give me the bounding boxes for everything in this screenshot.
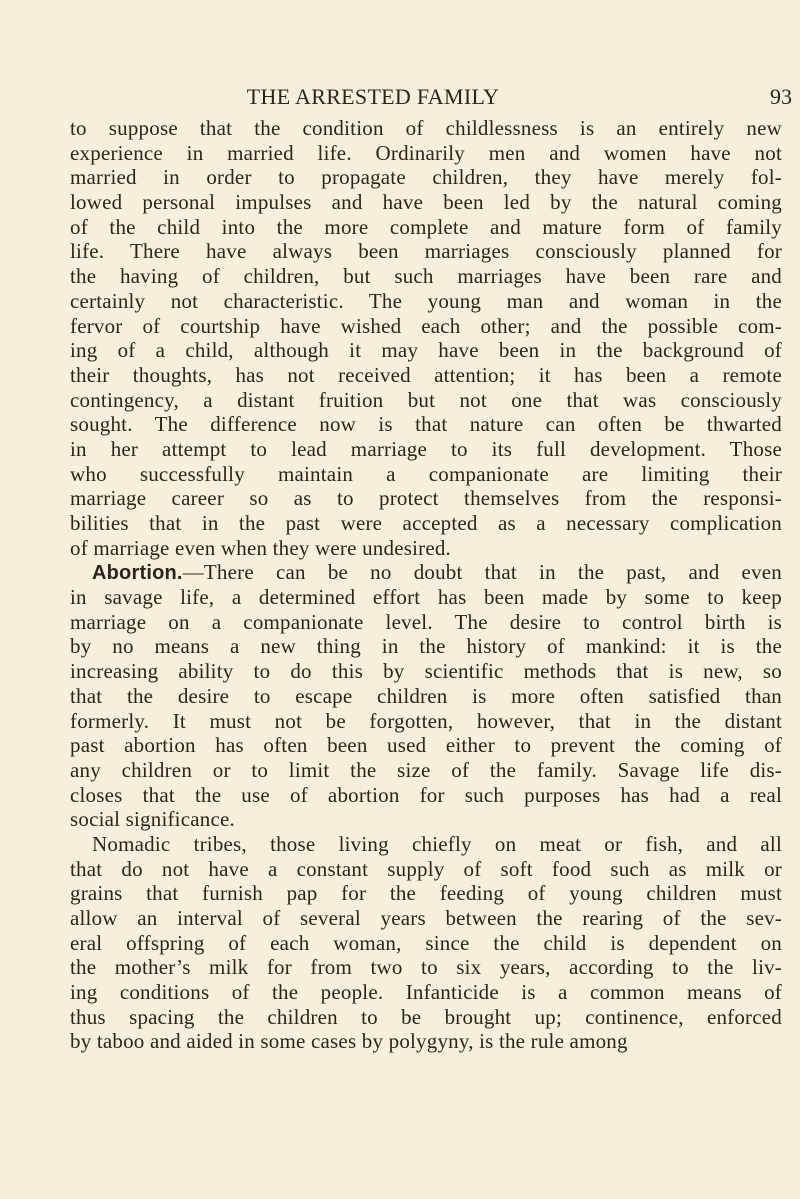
text-line: bilities that in the past were accepted as a necessary complication	[70, 511, 782, 535]
text-line: the mother’s milk for from two to six years, according to the liv-	[70, 955, 782, 980]
text-line: who successfully maintain a companionate are limiting their	[70, 461, 782, 486]
text-line: marriage on a companionate level. The desire to control birth is	[70, 609, 782, 634]
text-line: life. There have always been marriages consciously planned for	[70, 239, 782, 264]
text-line: in her attempt to lead marriage to its full development. Those	[70, 436, 782, 461]
text-line: social significance.	[70, 807, 235, 832]
text-line: thus spacing the children to be brought up; continence, enforced	[70, 1004, 782, 1029]
page-number: 93	[770, 84, 792, 109]
text-line: that do not have a constant supply of soft food such as milk or	[70, 856, 782, 881]
text-line: of the child into the more complete and mature form of family	[70, 214, 782, 239]
section-runin-heading: Abortion.	[92, 562, 183, 585]
text-line: in savage life, a determined effort has been made by some to keep	[70, 585, 782, 610]
text-line: increasing ability to do this by scientific methods that is new, so	[70, 659, 782, 684]
text-line: any children or to limit the size of the family. Savage life dis-	[70, 757, 782, 782]
text-line: Nomadic tribes, those living chiefly on meat or fish, and all	[92, 831, 782, 856]
text-line: closes that the use of abortion for such purposes has had a real	[70, 782, 782, 807]
text-line: by taboo and aided in some cases by polygyny, is the rule among	[70, 1029, 628, 1054]
line-text: —There can be no doubt that in the past, and even	[182, 560, 782, 585]
text-line: ing conditions of the people. Infanticide is a common means of	[70, 980, 782, 1005]
text-line: of marriage even when they were undesired.	[70, 535, 451, 560]
text-line: experience in married life. Ordinarily men and women have not	[70, 140, 782, 165]
text-line: contingency, a distant fruition but not one that was consciously	[70, 387, 782, 412]
text-line: the having of children, but such marriages have been rare and	[70, 264, 782, 289]
text-line: formerly. It must not be forgotten, however, that in the distant	[70, 708, 782, 733]
running-title: THE ARRESTED FAMILY	[246, 84, 500, 109]
text-line: sought. The difference now is that nature can often be thwarted	[70, 412, 782, 437]
text-line: that the desire to escape children is more often satisfied than	[70, 683, 782, 708]
text-line: fervor of courtship have wished each other; and the possible com-	[70, 313, 782, 338]
text-line: eral offspring of each woman, since the child is dependent on	[70, 930, 782, 955]
text-line: lowed personal impulses and have been led by the natural coming	[70, 190, 782, 215]
running-header	[0, 84, 800, 112]
page-body	[70, 116, 782, 1054]
text-line: ing of a child, although it may have been in the background of	[70, 338, 782, 363]
text-line: married in order to propagate children, they have merely fol-	[70, 165, 782, 190]
text-line: marriage career so as to protect themselves from the responsi-	[70, 486, 782, 511]
text-line: allow an interval of several years between the rearing of the sev-	[70, 906, 782, 930]
text-line: by no means a new thing in the history of mankind: it is the	[70, 634, 782, 659]
text-line: to suppose that the condition of childlessness is an entirely new	[70, 116, 782, 140]
text-line: certainly not characteristic. The young man and woman in the	[70, 288, 782, 313]
text-line: past abortion has often been used either to prevent the coming of	[70, 733, 782, 758]
text-line: grains that furnish pap for the feeding of young children must	[70, 881, 782, 906]
text-line: their thoughts, has not received attention; it has been a remote	[70, 362, 782, 387]
text-line	[70, 560, 782, 585]
